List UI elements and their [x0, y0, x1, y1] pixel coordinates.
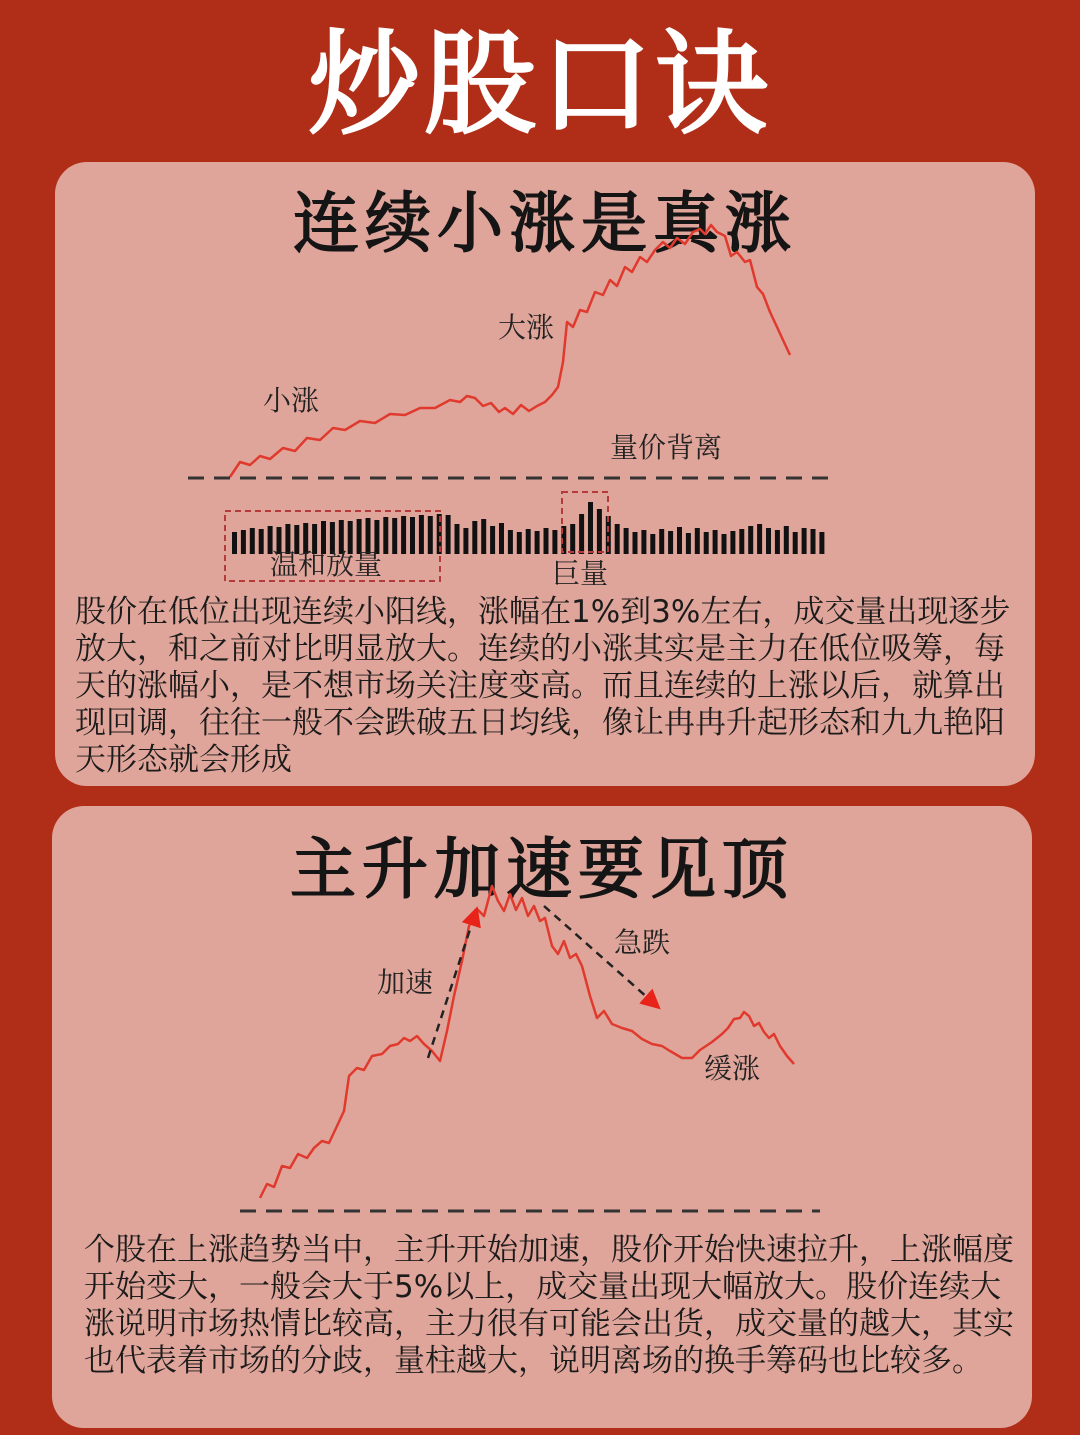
page-title: 炒股口诀 [308, 20, 772, 150]
volume-bar [383, 517, 388, 554]
volume-bar [544, 528, 549, 554]
label-divergence: 量价背离 [610, 431, 723, 464]
volume-bar [241, 530, 246, 554]
volume-bars [232, 502, 824, 554]
volume-bar [472, 521, 477, 554]
volume-bar [410, 517, 415, 554]
label-accelerate: 加速 [377, 966, 434, 999]
volume-bar [659, 529, 664, 554]
volume-bar [463, 528, 468, 554]
volume-bar [677, 527, 682, 554]
label-big-rise: 大涨 [498, 311, 555, 344]
label-huge-volume: 巨量 [552, 557, 609, 590]
volume-bar [624, 528, 629, 554]
volume-bar [526, 529, 531, 554]
volume-bar [668, 531, 673, 554]
volume-bar [535, 531, 540, 554]
volume-bar [597, 509, 602, 554]
volume-bar [686, 533, 691, 554]
volume-bar [704, 532, 709, 554]
volume-bar [650, 534, 655, 554]
label-small-rise: 小涨 [263, 384, 320, 417]
card-small-rise [55, 162, 1035, 786]
section2-title: 主升加速要见顶 [290, 830, 794, 908]
volume-bar [722, 534, 727, 554]
volume-bar [455, 524, 460, 554]
label-slow-rise: 缓涨 [704, 1052, 761, 1085]
arrow-accelerate [428, 911, 476, 1058]
volume-bar [811, 529, 816, 554]
volume-bar [784, 526, 789, 554]
volume-bar [570, 524, 575, 554]
volume-bar [579, 514, 584, 554]
volume-bar [757, 524, 762, 554]
section1-title: 连续小涨是真涨 [293, 184, 797, 262]
volume-bar [766, 528, 771, 554]
volume-bar [490, 526, 495, 554]
volume-bar [739, 529, 744, 554]
volume-bar [793, 532, 798, 554]
volume-bar [775, 530, 780, 554]
section2-text: 个股在上涨趋势当中，主升开始加速，股价开始快速拉升，上涨幅度开始变大，一般会大于5%以上，成交量出现大幅放大。股价连续大涨说明市场热情比较高，主力很有可能会出货，成交量的越大，其实也代表着市场的分歧，量柱越大，说明离场的换手筹码也比较多。 [84, 1232, 1014, 1379]
volume-bar [232, 532, 237, 554]
volume-bar [517, 532, 522, 554]
volume-bar [428, 516, 433, 554]
volume-bar [641, 530, 646, 554]
volume-bar [695, 528, 700, 554]
volume-bar [259, 529, 264, 554]
volume-bar [713, 530, 718, 554]
price-volume-chart [55, 162, 1035, 592]
volume-bar [392, 518, 397, 554]
volume-bar [819, 532, 824, 554]
label-plunge: 急跌 [614, 926, 671, 959]
volume-bar [499, 523, 504, 554]
volume-bar [446, 515, 451, 554]
volume-bar [588, 502, 593, 554]
volume-bar [250, 528, 255, 554]
volume-bar [633, 532, 638, 554]
label-mild-volume: 温和放量 [270, 548, 383, 581]
volume-bar [419, 515, 424, 554]
card-main-rise [52, 806, 1032, 1428]
volume-bar [730, 531, 735, 554]
price-line [260, 886, 794, 1198]
volume-bar [615, 524, 620, 554]
volume-bar [802, 528, 807, 554]
volume-bar [401, 516, 406, 554]
volume-bar [508, 530, 513, 554]
price-trend-chart [52, 806, 1032, 1231]
volume-bar [552, 530, 557, 554]
section1-text: 股价在低位出现连续小阳线，涨幅在1%到3%左右，成交量出现逐步放大，和之前对比明显放大。连续的小涨其实是主力在低位吸筹，每天的涨幅小，是不想市场关注度变高。而且连续的上涨以后，就算出现回调，往往一般不会跌破五日均线，像让冉冉升起形态和九九艳阳天形态就会形成 [75, 594, 1011, 778]
volume-bar [481, 519, 486, 554]
volume-bar [748, 526, 753, 554]
